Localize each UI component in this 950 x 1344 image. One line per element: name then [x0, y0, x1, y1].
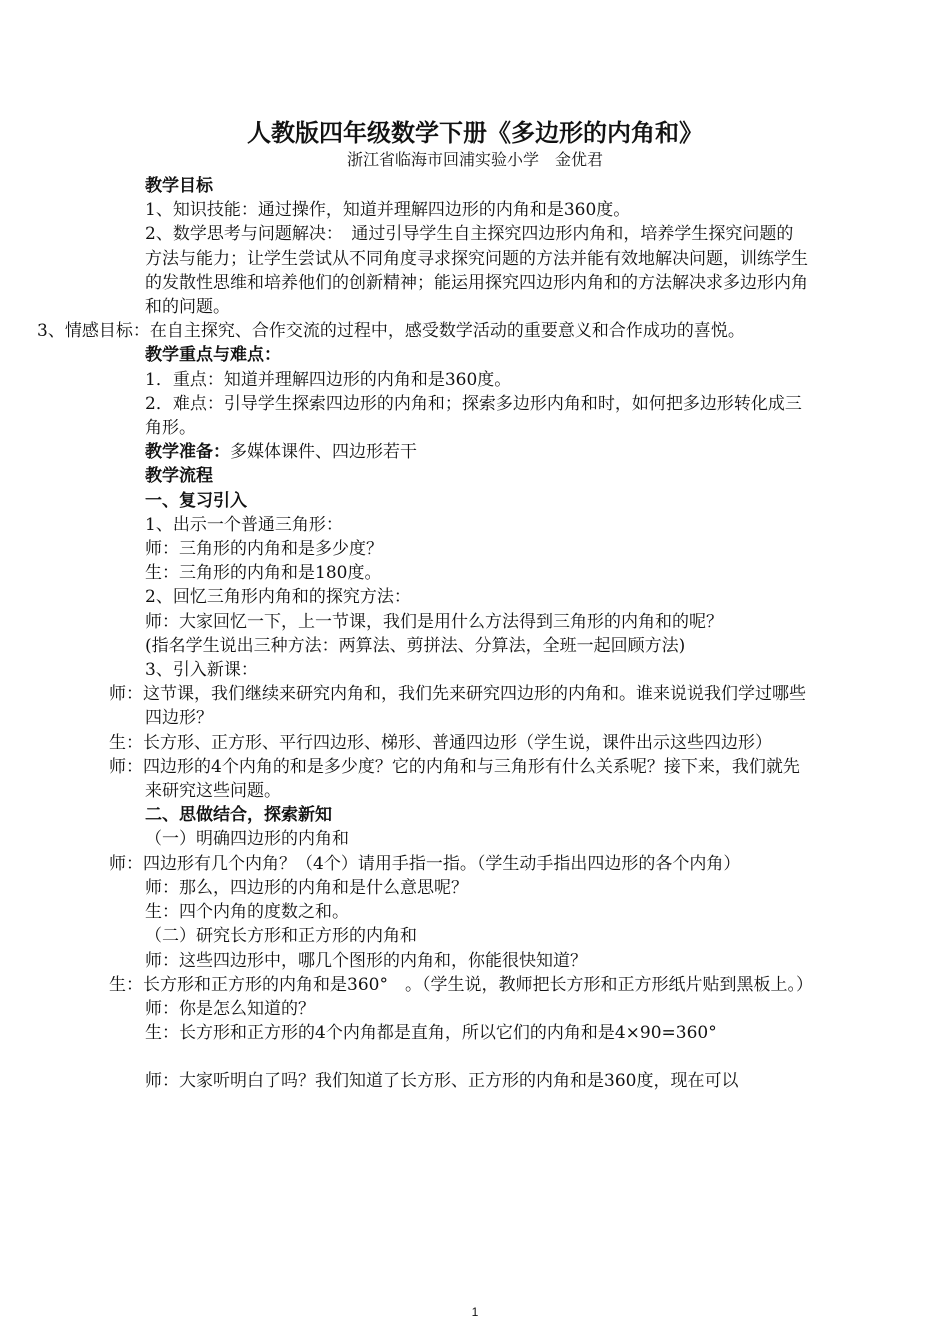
subsection-heading: （二）研究长方形和正方形的内角和 — [145, 926, 417, 947]
paragraph: 1．重点：知道并理解四边形的内角和是360度。 — [145, 369, 512, 390]
dialogue-line: 师：你是怎么知道的？ — [145, 998, 315, 1019]
dialogue-line: 师：四边形的4个内角的和是多少度？它的内角和与三角形有什么关系呢？接下来，我们就先来研究这些问题。 — [109, 756, 800, 802]
section-heading: 教学目标 — [145, 176, 213, 196]
dialogue-line: 师：三角形的内角和是多少度？ — [145, 539, 383, 560]
paragraph: 3、引入新课： — [145, 660, 258, 681]
dialogue-line: 师：大家听明白了吗？我们知道了长方形、正方形的内角和是360度，现在可以 — [145, 1071, 739, 1092]
dialogue-line: 生：长方形和正方形的4个内角都是直角，所以它们的内角和是4×90=360° — [145, 1023, 717, 1044]
paragraph-text: 多媒体课件、四边形若干 — [230, 442, 417, 463]
section-heading: 教学准备： — [145, 442, 230, 463]
paragraph: 1、知识技能：通过操作，知道并理解四边形的内角和是360度。 — [145, 200, 631, 221]
dialogue-line: 生：四个内角的度数之和。 — [145, 902, 349, 923]
blank-line — [145, 1045, 810, 1069]
document-title: 人教版四年级数学下册《多边形的内角和》 — [247, 118, 703, 147]
dialogue-line: 师：这些四边形中，哪几个图形的内角和，你能很快知道？ — [145, 950, 587, 971]
paragraph: 1、出示一个普通三角形： — [145, 514, 343, 535]
paragraph — [145, 440, 810, 464]
dialogue-line: 师：那么，四边形的内角和是什么意思呢？ — [145, 877, 468, 898]
dialogue-line: 师：这节课，我们继续来研究内角和，我们先来研究四边形的内角和。谁来说说我们学过哪些四边形？ — [109, 684, 806, 729]
paragraph: 3、情感目标：在自主探究、合作交流的过程中，感受数学活动的重要意义和合作成功的喜悦。 — [37, 321, 745, 342]
paragraph: (指名学生说出三种方法：两算法、剪拼法、分算法，全班一起回顾方法) — [145, 635, 686, 656]
dialogue-line: 生：长方形和正方形的内角和是360° 。（学生说，教师把长方形和正方形纸片贴到黑板上。） — [109, 974, 813, 995]
paragraph: 2．难点：引导学生探索四边形的内角和；探索多边形内角和时，如何把多边形转化成三角形。 — [145, 393, 802, 439]
dialogue-line: 生：长方形、正方形、平行四边形、梯形、普通四边形（学生说，课件出示这些四边形） — [109, 732, 772, 753]
paragraph: 2、数学思考与问题解决： 通过引导学生自主探究四边形内角和，培养学生探究问题的方法与能力；让学生尝试从不同角度寻求探究问题的方法并能有效地解决问题，训练学生的发散性思维和培养他们的创新精神；能运用探究四边形内角和的方法解决求多边形内角和的问题。 — [145, 224, 808, 318]
document-body — [37, 174, 813, 1094]
page-number: 1 — [471, 1305, 479, 1319]
dialogue-line: 师：大家回忆一下，上一节课，我们是用什么方法得到三角形的内角和的呢？ — [145, 611, 723, 632]
dialogue-line: 师：四边形有几个内角？（4个）请用手指一指。（学生动手指出四边形的各个内角） — [109, 853, 741, 874]
section-heading: 教学重点与难点： — [145, 345, 281, 366]
paragraph: 2、回忆三角形内角和的探究方法： — [145, 587, 411, 608]
document-author: 浙江省临海市回浦实验小学 金优君 — [346, 150, 603, 169]
section-heading: 二、思做结合，探索新知 — [145, 805, 332, 826]
subsection-heading: （一）明确四边形的内角和 — [145, 829, 349, 850]
dialogue-line: 生：三角形的内角和是180度。 — [145, 563, 382, 584]
section-heading: 一、复习引入 — [145, 490, 247, 511]
section-heading: 教学流程 — [145, 466, 213, 487]
